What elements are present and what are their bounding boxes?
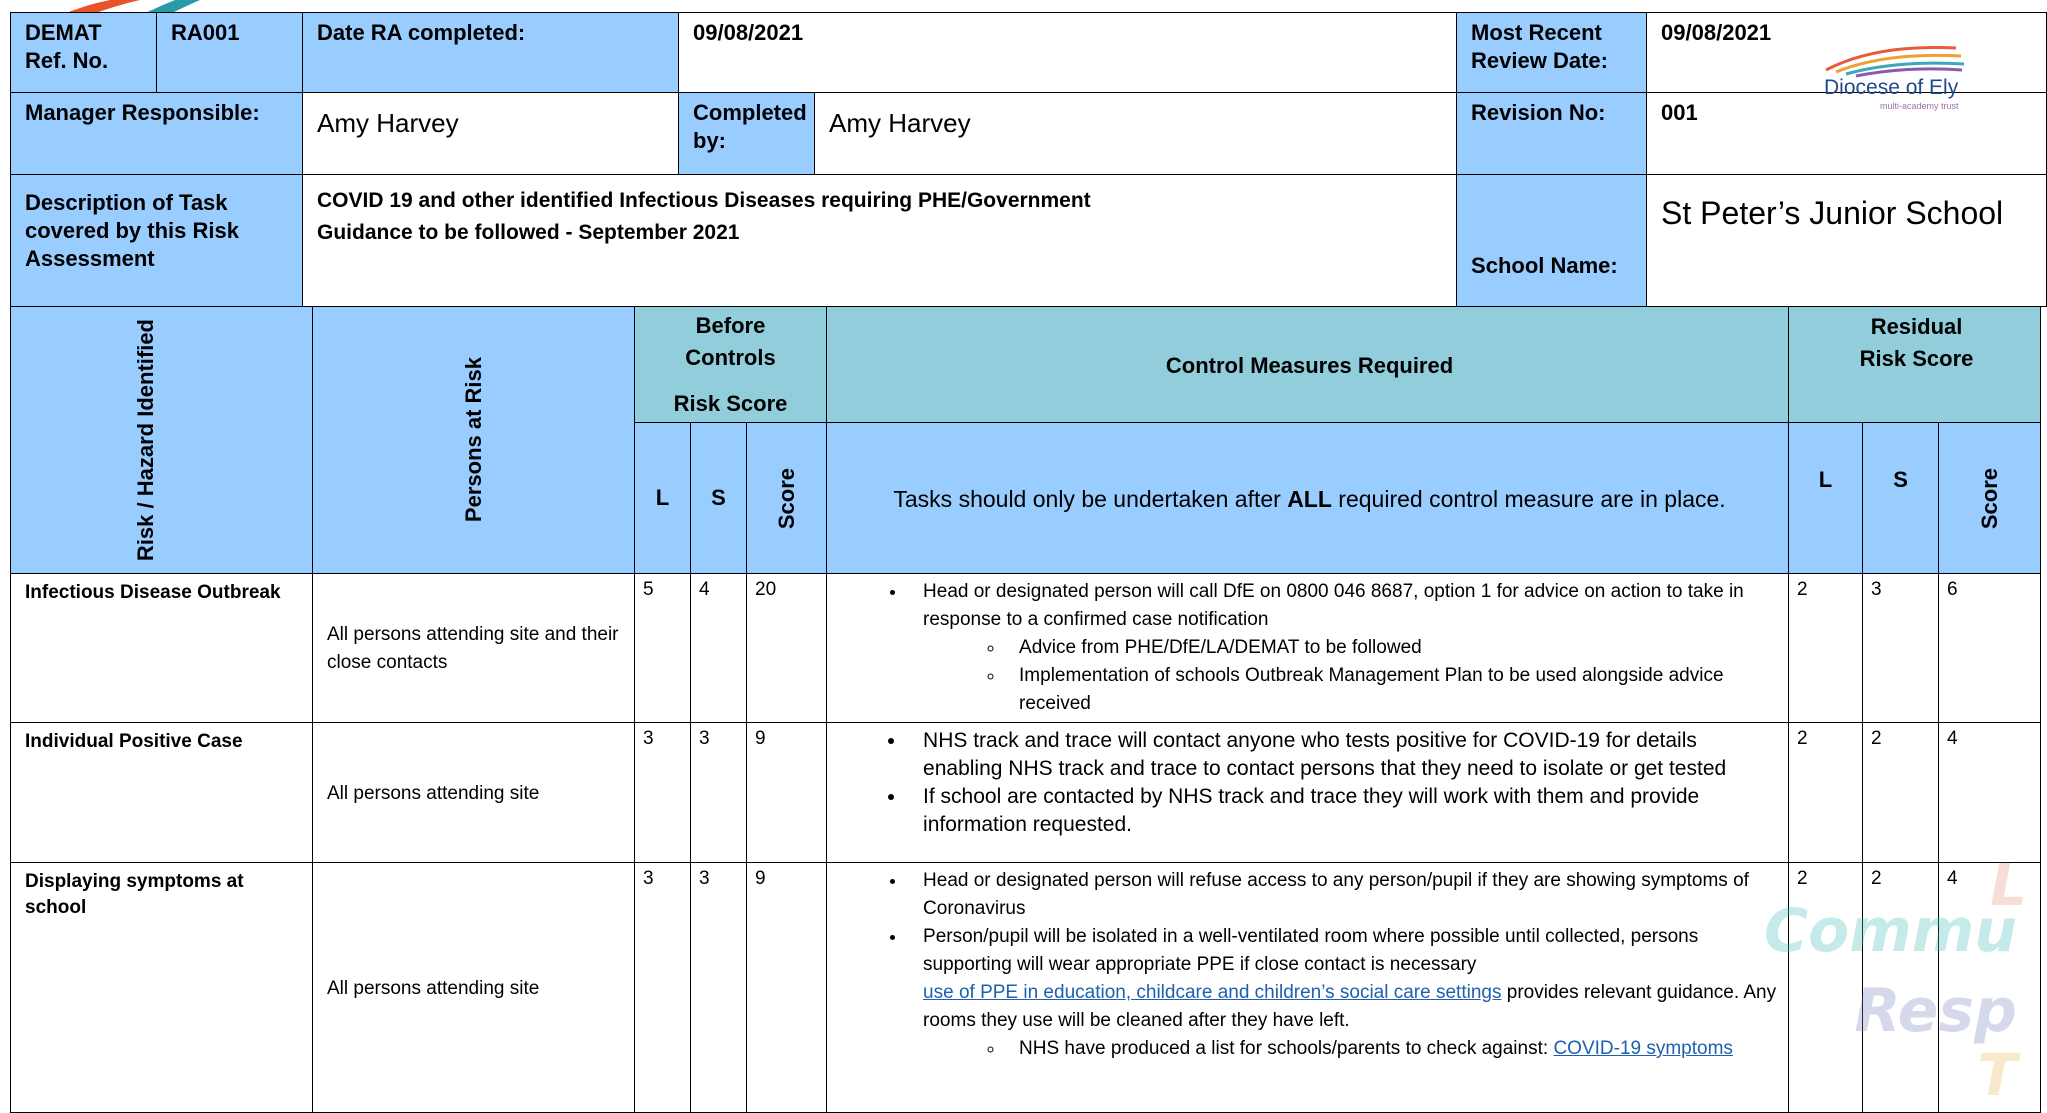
hazard-header <box>11 307 313 574</box>
watermark-line-1: L <box>1990 851 2027 919</box>
control-cell <box>827 863 1789 1113</box>
watermark-line-3: Resp <box>1854 976 2017 1046</box>
before-score-cell: 20 <box>747 574 827 723</box>
description-label: Description of Task covered by this Risk Assessment <box>11 175 303 307</box>
control-text: Head or designated person will call DfE on 0800 046 8687, option 1 for advice on action to take in response to a confirmed case notification <box>923 581 1744 630</box>
hazard-cell: Displaying symptoms at school <box>11 863 313 1113</box>
residual-header <box>1789 307 2041 423</box>
hazard-cell: Individual Positive Case <box>11 723 313 863</box>
note-after: required control measure are in place. <box>1331 485 1726 512</box>
demat-ref-label: DEMAT Ref. No. <box>11 13 157 93</box>
before-l-cell: 3 <box>635 863 691 1113</box>
note-before: Tasks should only be undertaken after <box>893 485 1288 512</box>
control-cell <box>827 723 1789 863</box>
demat-ref-value: RA001 <box>157 13 303 93</box>
residual-score-cell: 4 <box>1939 863 2041 1113</box>
control-measures-header: Control Measures Required <box>827 307 1789 423</box>
residual-l-header: L <box>1789 423 1863 574</box>
before-l-cell: 3 <box>635 723 691 863</box>
residual-l-cell: 2 <box>1789 574 1863 723</box>
residual-score-cell: 4 <box>1939 723 2041 863</box>
before-s-cell: 3 <box>691 863 747 1113</box>
hazard-cell: Infectious Disease Outbreak <box>11 574 313 723</box>
before-line-1: Before <box>695 312 766 338</box>
school-name-value: St Peter’s Junior School <box>1647 175 2047 307</box>
before-l-header: L <box>635 423 691 574</box>
hazard-header-text: Risk / Hazard Identified <box>132 318 158 562</box>
before-score-header <box>747 423 827 574</box>
logo-subtitle: multi-academy trust <box>1880 101 1959 111</box>
manager-label: Manager Responsible: <box>11 93 303 175</box>
residual-score-cell: 6 <box>1939 574 2041 723</box>
residual-s-cell: 2 <box>1863 863 1939 1113</box>
before-score-text: Score <box>773 467 799 529</box>
before-controls-header <box>635 307 827 423</box>
completed-by-label: Completed by: <box>679 93 815 175</box>
control-sub-bullet: ◦ Implementation of schools Outbreak Management Plan to be used alongside advice received <box>1005 662 1778 718</box>
logo-name: Diocese of Ely <box>1824 76 1959 99</box>
control-bullet <box>907 923 1778 1063</box>
before-l-cell: 5 <box>635 574 691 723</box>
logo <box>1786 38 1986 118</box>
control-text: NHS have produced a list for schools/parents to check against: <box>1019 1038 1554 1059</box>
covid-symptoms-link[interactable]: COVID-19 symptoms <box>1553 1038 1733 1059</box>
control-sub-bullet: ◦ Advice from PHE/DfE/LA/DEMAT to be followed <box>1005 634 1778 662</box>
persons-header <box>313 307 635 574</box>
control-bullet <box>907 578 1778 718</box>
review-date-value: 09/08/2021 <box>1647 13 2047 93</box>
persons-cell: All persons attending site <box>313 723 635 863</box>
control-note <box>827 423 1789 574</box>
before-score-cell: 9 <box>747 723 827 863</box>
before-score-cell: 9 <box>747 863 827 1113</box>
description-value <box>303 175 1457 307</box>
risk-assessment-table <box>10 12 2047 307</box>
residual-l-cell: 2 <box>1789 863 1863 1113</box>
revision-value: 001 <box>1647 93 2047 175</box>
review-date-label: Most Recent Review Date: <box>1457 13 1647 93</box>
control-bullet: • If school are contacted by NHS track and trace they will work with them and provide information requested. <box>907 783 1778 839</box>
persons-cell: All persons attending site and their close contacts <box>313 574 635 723</box>
before-s-cell: 3 <box>691 723 747 863</box>
description-line-2: Guidance to be followed - September 2021 <box>317 221 740 244</box>
residual-score-header <box>1939 423 2041 574</box>
watermark-line-4: T <box>1977 1041 2017 1109</box>
table-row <box>11 863 2041 1113</box>
watermark-line-2: Commu <box>1763 896 2017 966</box>
control-text: Person/pupil will be isolated in a well-ventilated room where possible until collected, persons supporting will wear appropriate PPE if close contact is necessary <box>923 926 1699 975</box>
date-completed-label: Date RA completed: <box>303 13 679 93</box>
table-row <box>11 574 2041 723</box>
date-completed-value: 09/08/2021 <box>679 13 1457 93</box>
revision-label: Revision No: <box>1457 93 1647 175</box>
table-row <box>11 723 2041 863</box>
residual-l-cell: 2 <box>1789 723 1863 863</box>
control-text: provides relevant guidance. Any rooms they use will be cleaned after they have left. <box>923 982 1777 1031</box>
control-bullet: • Head or designated person will refuse access to any person/pupil if they are showing symptoms of Coronavirus <box>907 867 1778 923</box>
control-bullet: • NHS track and trace will contact anyone who tests positive for COVID-19 for details enabling NHS track and trace to contact persons that they need to isolate or get tested <box>907 727 1778 783</box>
control-sub-bullet <box>1005 1035 1778 1063</box>
before-s-header: S <box>691 423 747 574</box>
logo-swoosh-icon <box>1816 38 1966 78</box>
persons-header-text: Persons at Risk <box>460 357 486 523</box>
persons-cell: All persons attending site <box>313 863 635 1113</box>
residual-s-cell: 2 <box>1863 723 1939 863</box>
ppe-guidance-link[interactable]: use of PPE in education, childcare and children’s social care settings <box>923 982 1502 1003</box>
before-s-cell: 4 <box>691 574 747 723</box>
description-line-1: COVID 19 and other identified Infectious Diseases requiring PHE/Government <box>317 189 1091 212</box>
before-line-2: Controls <box>685 344 776 370</box>
residual-line-2: Risk Score <box>1859 346 1974 371</box>
before-line-3: Risk Score <box>673 390 788 416</box>
manager-value: Amy Harvey <box>303 93 679 175</box>
residual-score-text: Score <box>1976 467 2002 529</box>
residual-s-cell: 3 <box>1863 574 1939 723</box>
residual-s-header: S <box>1863 423 1939 574</box>
hazard-table <box>10 306 2041 1113</box>
completed-by-value: Amy Harvey <box>815 93 1457 175</box>
school-name-label: School Name: <box>1457 175 1647 307</box>
residual-line-1: Residual <box>1870 314 1963 339</box>
note-bold: ALL <box>1287 485 1332 512</box>
control-cell <box>827 574 1789 723</box>
